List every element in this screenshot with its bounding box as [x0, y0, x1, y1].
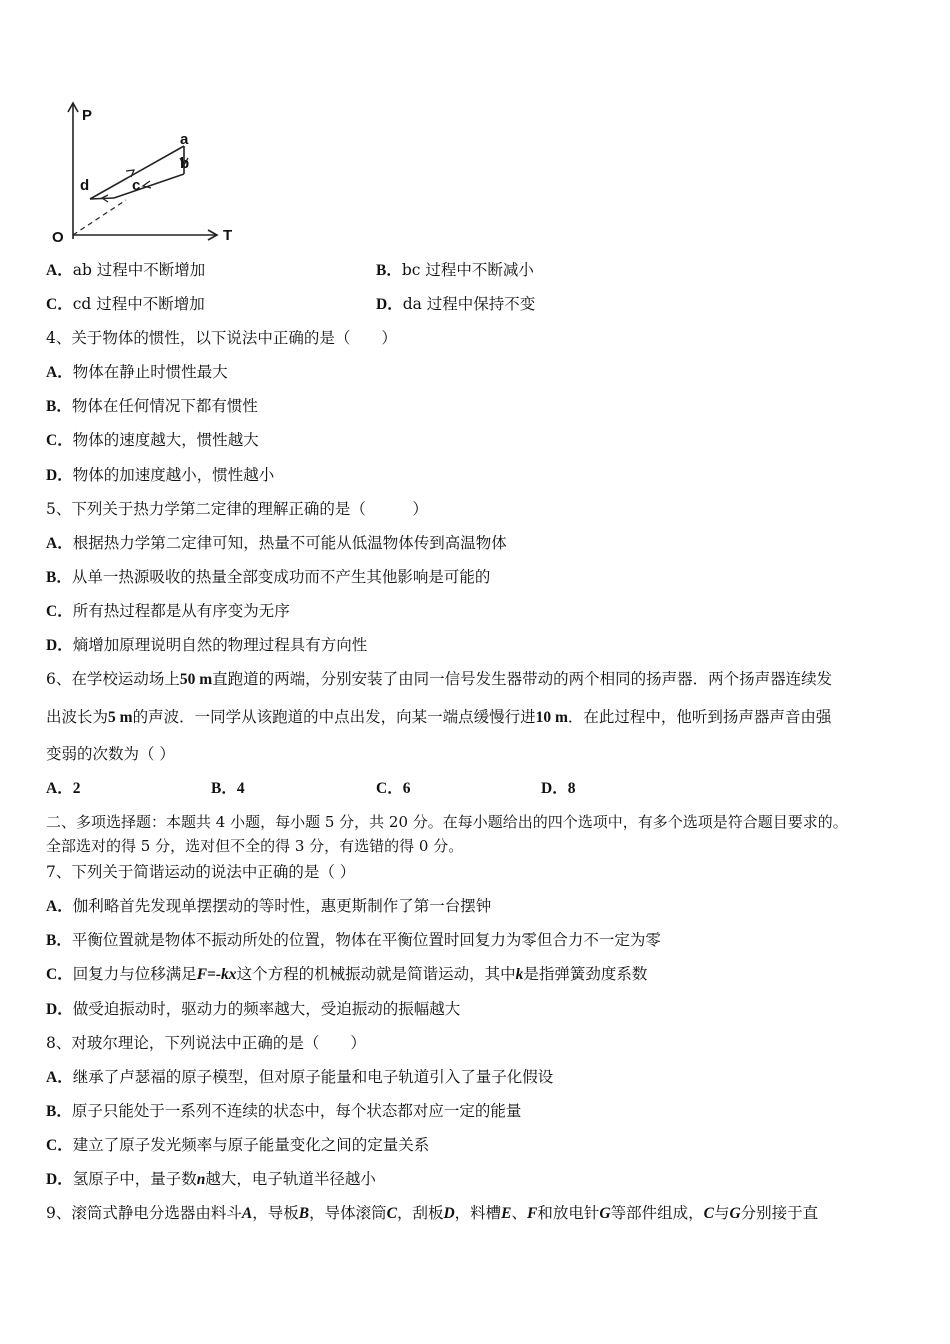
- q3-option-d: D．da 过程中保持不变: [376, 295, 536, 313]
- q4-option-b: B．物体在任何情况下都有惯性: [46, 397, 258, 415]
- q8-option-d: D．氢原子中，量子数n越大，电子轨道半径越小: [46, 1170, 376, 1188]
- q4-option-c: C．物体的速度越大，惯性越大: [46, 431, 259, 449]
- q4-stem: 4、关于物体的惯性，以下说法中正确的是（ ）: [46, 329, 397, 347]
- q3-option-b: B．bc 过程中不断减小: [376, 261, 534, 279]
- q3-option-c: C．cd 过程中不断增加: [46, 295, 205, 313]
- q6-stem-line-1: 6、在学校运动场上50 m直跑道的两端，分别安装了由同一信号发生器带动的两个相同的扬声器．两个扬声器连续发: [46, 670, 833, 688]
- q4-option-a: A．物体在静止时惯性最大: [46, 363, 228, 381]
- q8-option-b: B．原子只能处于一系列不连续的状态中，每个状态都对应一定的能量: [46, 1102, 522, 1120]
- q4-option-d: D．物体的加速度越小，惯性越小: [46, 466, 275, 484]
- point-b-label: b: [180, 155, 190, 172]
- q5-option-b: B．从单一热源吸收的热量全部变成功而不产生其他影响是可能的: [46, 568, 491, 586]
- q7-stem: 7、下列关于简谐运动的说法中正确的是（ ）: [46, 863, 356, 881]
- q5-option-a: A．根据热力学第二定律可知，热量不可能从低温物体传到高温物体: [46, 534, 507, 552]
- q6-option-a: A．2: [46, 780, 81, 797]
- q6-option-c: C．6: [376, 780, 411, 797]
- arrow-bc-icon: [143, 181, 151, 188]
- point-a-label: a: [180, 131, 189, 148]
- point-d-label: d: [80, 177, 90, 194]
- q5-stem: 5、下列关于热力学第二定律的理解正确的是（ ）: [46, 500, 428, 518]
- q5-option-d: D．熵增加原理说明自然的物理过程具有方向性: [46, 636, 368, 654]
- section-2-instructions: 全部选对的得 5 分，选对但不全的得 3 分，有选错的得 0 分。: [46, 837, 464, 855]
- extension-dashed-line: [73, 200, 126, 235]
- q7-option-d: D．做受迫振动时，驱动力的频率越大，受迫振动的振幅越大: [46, 1000, 461, 1018]
- q3-option-a: A．ab 过程中不断增加: [46, 261, 206, 279]
- t-axis-label: T: [223, 227, 233, 244]
- p-t-diagram: [46, 96, 246, 246]
- q7-option-a: A．伽利略首先发现单摆摆动的等时性，惠更斯制作了第一台摆钟: [46, 897, 492, 915]
- q7-option-c: C．回复力与位移满足F=-kx这个方程的机械振动就是简谐运动，其中k是指弹簧劲度系数: [46, 965, 648, 983]
- point-c-label: c: [132, 177, 141, 194]
- q5-option-c: C．所有热过程都是从有序变为无序: [46, 602, 290, 620]
- q6-stem-line-3: 变弱的次数为（ ）: [46, 745, 175, 763]
- segment-bc: [114, 174, 184, 198]
- q6-option-b: B．4: [211, 780, 245, 797]
- p-axis-label: P: [82, 107, 93, 124]
- q8-option-c: C．建立了原子发光频率与原子能量变化之间的定量关系: [46, 1136, 430, 1154]
- q9-stem: 9、滚筒式静电分选器由料斗A，导板B，导体滚筒C，刮板D，料槽E、F和放电针G等部件组成，C与G分别接于直: [46, 1204, 819, 1222]
- origin-label: O: [52, 229, 64, 246]
- q6-option-d: D．8: [541, 780, 576, 797]
- q8-stem: 8、对玻尔理论，下列说法中正确的是（ ）: [46, 1034, 366, 1052]
- q6-stem-line-2: 出波长为5 m的声波．一同学从该跑道的中点出发，向某一端点缓慢行进10 m．在此过程中，他听到扬声器声音由强: [46, 708, 832, 726]
- section-2-heading: 二、多项选择题：本题共 4 小题，每小题 5 分，共 20 分。在每小题给出的四个选项中，有多个选项是符合题目要求的。: [46, 813, 848, 831]
- q7-option-b: B．平衡位置就是物体不振动所处的位置，物体在平衡位置时回复力为零但合力不一定为零: [46, 931, 661, 949]
- q8-option-a: A．继承了卢瑟福的原子模型，但对原子能量和电子轨道引入了量子化假设: [46, 1068, 554, 1086]
